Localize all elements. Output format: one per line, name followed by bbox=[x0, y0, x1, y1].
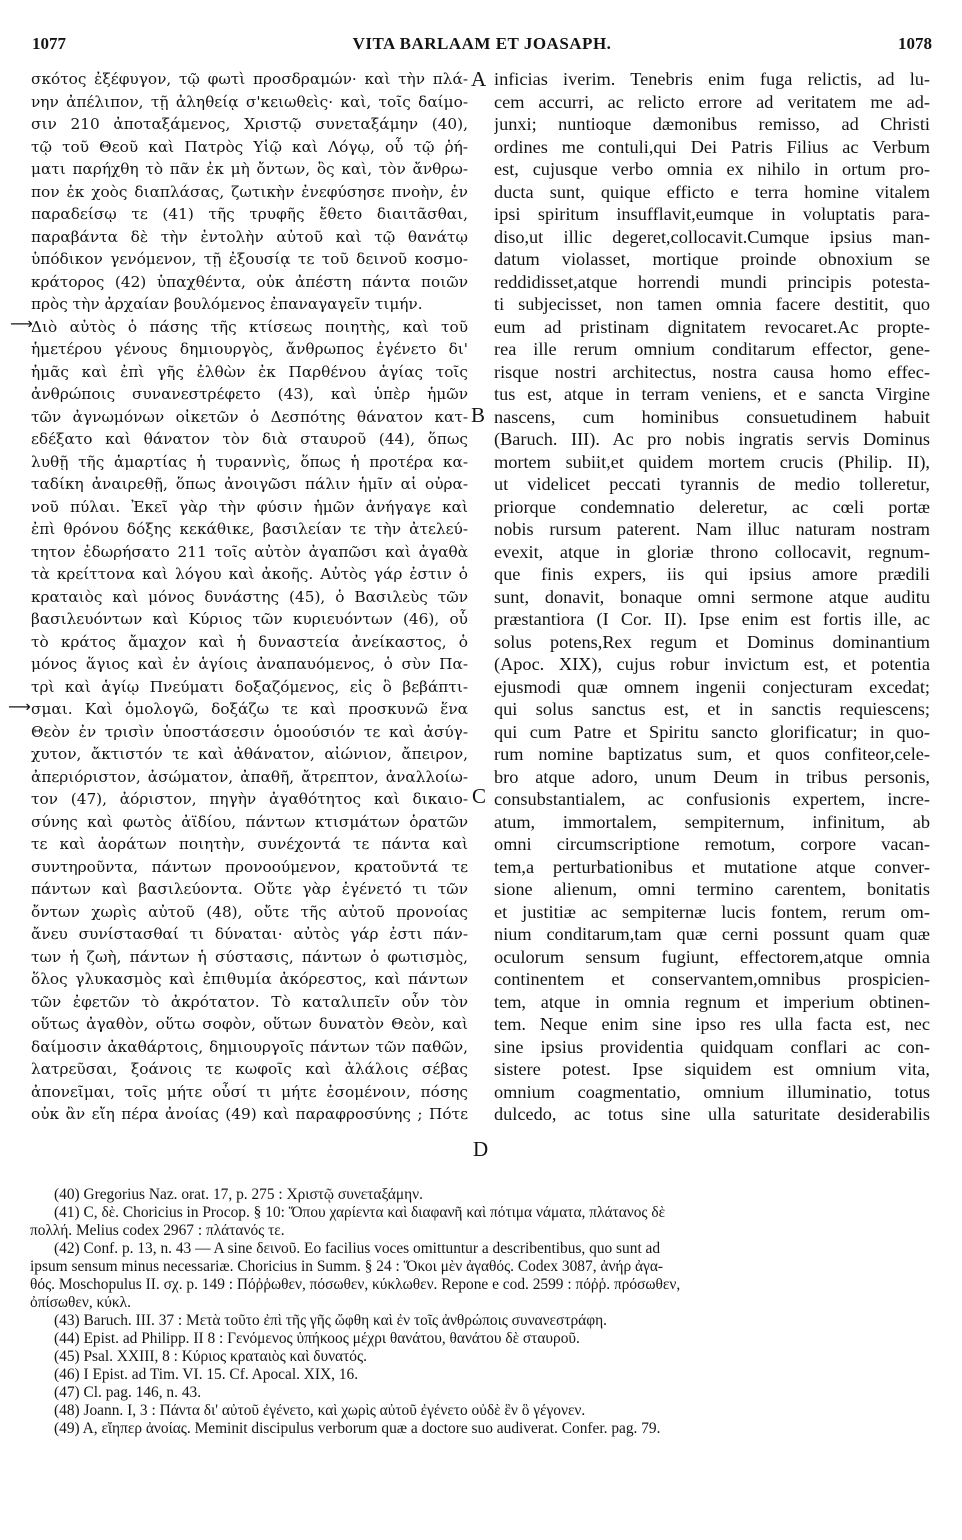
footnote-line: ipsum sensum minus necessariæ. Choricius in Summ. § 24 : Ὅκοι μὲν ἀγαθός. Codex 3087, ἀνήρ ἀγα- bbox=[30, 1258, 664, 1275]
footnote-line: ὀπίσωθεν, κύκλ. bbox=[30, 1294, 131, 1311]
latin-text-line: qui cum Patre et Spiritu sancto glorificatur; in quo- bbox=[494, 721, 930, 742]
footnotes bbox=[30, 1186, 930, 1438]
greek-text-line: ἀνθρώποις συνανεστρέφετο (43), καὶ ὑπὲρ ἡμῶν bbox=[31, 385, 468, 403]
footnote-line: θός. Moschopulus II. σχ. p. 149 : Πόῤῥωθεν, πόσωθεν, κύκλωθεν. Repone e cod. 2599 : πόῤῥ. πρόσωθεν, bbox=[30, 1276, 681, 1293]
latin-text-line: que finis expers, iis qui ipsius amore prædili bbox=[494, 564, 930, 584]
greek-text-line: λυθῇ τῆς ἁμαρτίας ἡ τυραννὶς, ὅπως ἡ προτέρα κα- bbox=[31, 452, 468, 471]
left-page-number: 1077 bbox=[32, 34, 66, 53]
latin-text-line: sunt, donavit, bonaque omni sermone atque auditu bbox=[494, 586, 930, 607]
latin-text-line: sistere potest. Ipse siquidem est omnium vita, bbox=[494, 1059, 930, 1079]
greek-text-line: των ἡ ζωὴ, πάντων ἡ σύστασις, πάντων ὁ φωτισμὸς, bbox=[31, 947, 468, 966]
greek-text-line: ὑπόδικον γενόμενον, τῇ ἐξουσίᾳ τε τοῦ δεινοῦ κοσμο- bbox=[31, 250, 468, 268]
greek-text-line: τὰ κρείττονα καὶ λόγου καὶ ἀκοῆς. Αὐτὸς γάρ ἐστιν ὁ bbox=[31, 565, 468, 583]
latin-text-line: tem,a perturbationibus et mutatione atque conver- bbox=[494, 856, 930, 877]
greek-text-line: σκότος ἐξέφυγον, τῷ φωτὶ προσδραμών· καὶ τὴν πλά- bbox=[31, 70, 468, 88]
greek-text-line: κραταιὸς καὶ μόνος δυνάστης (45), ὁ Βασιλεὺς τῶν bbox=[31, 587, 468, 606]
greek-text-line: πρὸς τὴν ἀρχαίαν βουλόμενος ἐπαναγαγεῖν τιμήν. bbox=[31, 295, 423, 313]
latin-text-line: continentem et conservantem,omnibus prospicien- bbox=[494, 969, 930, 989]
latin-text-line: consubstantialem, ac confusionis expertem, incre- bbox=[494, 789, 930, 809]
latin-text-line: sine ipsius providentia quidquam conflari ac con- bbox=[494, 1036, 930, 1057]
greek-text-line: λατρεῦσαι, ξοάνοις τε κωφοῖς καὶ ἀλάλοις σέβας bbox=[31, 1060, 468, 1078]
greek-text-line: χυτον, ἄκτιστόν τε καὶ ἀθάνατον, αἰώνιον, ἄπειρον, bbox=[31, 745, 468, 763]
greek-text-line: τητον ἐδωρήσατο 211 τοῖς αὐτὸν ἀγαπῶσι καὶ ἀγαθὰ bbox=[31, 542, 468, 561]
section-marker-d: D bbox=[473, 1137, 489, 1161]
latin-text-line: ducta sunt, quique efficto e terra homine vitalem bbox=[494, 181, 930, 202]
greek-text-line: πον ἐκ χοὸς διαπλάσας, ζωτικὴν ἐνεφύσησε πνοὴν, ἐν bbox=[31, 182, 468, 201]
latin-text-line: et justitiæ ac sempiternæ lucis fontem, rerum om- bbox=[494, 901, 930, 922]
latin-text-line: est, cujusque verbo omnia ex nihilo in ortum pro- bbox=[494, 159, 930, 179]
latin-text-line: (Baruch. III). Ac pro nobis ingratis servis Dominus bbox=[494, 429, 930, 449]
latin-text-line: atum, immortalem, sempiternum, infinitum, ab bbox=[494, 811, 930, 832]
greek-text-line: ἄνευ συνίστασθαί τι δύναται· αὐτὸς γάρ ἐστι πάν- bbox=[31, 925, 468, 943]
latin-text-line: mortem subiit,et quidem mortem crucis (Philip. II), bbox=[494, 451, 930, 472]
footnote-line: (41) C, δὲ. Choricius in Procop. § 10: Ὅπου χαρίεντα καὶ διαφανῆ καὶ πότιμα νάματα, πλάτανος δὲ bbox=[54, 1204, 666, 1221]
greek-text-line: παραδείσῳ τε (41) τῆς τρυφῆς ἔθετο διαιτᾶσθαι, bbox=[31, 205, 468, 223]
greek-text-line: κράτορος (42) ὑπαχθέντα, οὐκ ἀπέστη πάντα ποιῶν bbox=[31, 272, 468, 291]
greek-text-line: τὸ κράτος ἄμαχον καὶ ἡ δυναστεία ἀνείκαστος, ὁ bbox=[31, 632, 468, 651]
latin-text-line: nascens, cum hominibus consuetudinem habuit bbox=[494, 406, 930, 427]
greek-text-line: τε καὶ ἀοράτων ποιητὴν, συνέχοντά τε πάντα καὶ bbox=[31, 835, 468, 853]
latin-text-line: nobis rursum paterent. Nam illuc naturam nostram bbox=[494, 519, 930, 539]
latin-text-line: qui solus sanctus est, et in sanctis requiescens; bbox=[494, 699, 930, 719]
latin-text-line: ut videlicet peccati tyrannis de medio tolleretur, bbox=[494, 474, 930, 494]
footnote-line: (40) Gregorius Naz. orat. 17, p. 275 : Χριστῷ συνεταξάμην. bbox=[54, 1186, 423, 1203]
page-header bbox=[32, 34, 932, 58]
greek-text-line: ματι παρήχθη τὸ πᾶν ἐκ μὴ ὄντων, ὃς καὶ, τὸν ἄνθρω- bbox=[31, 160, 468, 178]
greek-text-line: ἀπονεῖμαι, τοῖς μήτε οὖσί τι μήτε ἐσομένοιν, πόσης bbox=[31, 1082, 468, 1101]
greek-text-line: νοῦ πύλαι. Ἐκεῖ γὰρ τὴν φύσιν ἡμῶν ἀνήγαγε καὶ bbox=[31, 497, 468, 516]
footnote-line: πολλή. Melius codex 2967 : πλάτανός τε. bbox=[30, 1222, 285, 1239]
greek-text-line: σιν 210 ἀποταξάμενος, Χριστῷ συνεταξάμην (40), bbox=[31, 115, 468, 133]
latin-text-line: (Apoc. XIX), cujus robur invictum est, et potentia bbox=[494, 654, 930, 674]
latin-text-line: solus potens,Rex regum et Dominus dominantium bbox=[494, 631, 930, 652]
latin-text-line: cem accurri, ac relicto errore ad veritatem me ad- bbox=[494, 91, 930, 112]
greek-text-line: συντηροῦντα, πάντων προνοούμενον, κρατοῦντά τε bbox=[31, 857, 468, 876]
greek-text-line: τον (47), ἀόριστον, πηγὴν ἀγαθότητος καὶ δικαιο- bbox=[31, 790, 468, 808]
right-page-number: 1078 bbox=[898, 34, 932, 53]
greek-text-line: ἡμετέρου γένους δημιουργὸς, ἄνθρωπος ἐγένετο δι' bbox=[31, 340, 468, 358]
greek-text-line: ἀπεριόριστον, ἀσώματον, ἀπαθῆ, ἄτρεπτον, ἀναλλοίω- bbox=[31, 767, 468, 786]
latin-text-line: ejusmodi quæ omnem ingenii conjecturam excedat; bbox=[494, 676, 930, 697]
section-marker-c: C bbox=[472, 784, 487, 808]
latin-text-line: bro atque adoro, unum Deum in tribus personis, bbox=[494, 766, 930, 787]
latin-text-line: sione alienum, omni termino carentem, bonitatis bbox=[494, 879, 930, 899]
greek-text-line: ὄντων χωρὶς αὐτοῦ (48), οὔτε τῆς αὐτοῦ προνοίας bbox=[31, 902, 468, 921]
greek-text-line: τῶν ἀγνωμόνων οἰκετῶν ὁ Δεσπότης θάνατον κατ- bbox=[31, 407, 468, 426]
latin-column bbox=[494, 68, 930, 1126]
latin-text-line: datum violasset, mortique proinde obnoxium se bbox=[494, 249, 930, 269]
section-marker-b: B bbox=[471, 403, 486, 427]
latin-text-line: præstantiora (I Cor. II). Ipse enim est fortis ille, ac bbox=[494, 609, 930, 629]
greek-text-line: ἡμᾶς καὶ ἐπὶ γῆς ἐλθὼν ἐκ Παρθένου ἁγίας τοῖς bbox=[31, 362, 468, 381]
greek-text-line: ὅλος γλυκασμὸς καὶ ἐπιθυμία ἀκόρεστος, καὶ πάντων bbox=[31, 970, 468, 988]
latin-text-line: rea ille rerum omnium conditarum effector, gene- bbox=[494, 339, 930, 359]
latin-text-line: diso,ut illic degeret,collocavit.Cumque ipsius man- bbox=[494, 226, 930, 247]
latin-text-line: omni circumscriptione remotum, corpore vacan- bbox=[494, 834, 930, 854]
greek-text-line: σύνης καὶ φωτὸς ἀϊδίου, πάντων κτισμάτων ὁρατῶν bbox=[31, 812, 468, 831]
greek-text-line: σμαι. Καὶ ὁμολογῶ, δοξάζω τε καὶ προσκυνῶ ἕνα bbox=[31, 700, 468, 718]
latin-text-line: inficias iverim. Tenebris enim fuga relictis, ad lu- bbox=[494, 69, 930, 89]
footnote-line: (47) Cl. pag. 146, n. 43. bbox=[54, 1384, 202, 1401]
greek-text-line: οὕτως ἀγαθὸν, οὕτω σοφὸν, οὕτων δυνατὸν Θεὸν, καὶ bbox=[31, 1015, 468, 1033]
margin-arrow-icon: ⟶ bbox=[10, 314, 33, 333]
footnote-line: (46) I Epist. ad Tim. VI. 15. Cf. Apocal. XIX, 16. bbox=[54, 1366, 359, 1383]
greek-text-line: ἐπὶ θρόνου δόξης κεκάθικε, βασιλείαν τε τὴν ἀτελεύ- bbox=[31, 520, 468, 538]
latin-text-line: dulcedo, ac totus sine ulla saturitate desiderabilis bbox=[494, 1104, 930, 1124]
margin-arrow-icon: ⟶ bbox=[8, 697, 31, 716]
footnote-line: (48) Joann. I, 3 : Πάντα δι' αὐτοῦ ἐγένετο, καὶ χωρὶς αὐτοῦ ἐγένετο οὐδὲ ἓν ὃ γέγονεν. bbox=[54, 1402, 586, 1419]
latin-text-line: tem, atque in omnia regnum et imperium obtinen- bbox=[494, 991, 930, 1012]
greek-text-line: τῷ τοῦ Θεοῦ καὶ Πατρὸς Υἱῷ καὶ Λόγῳ, οὗ τῷ ῥή- bbox=[31, 137, 468, 156]
latin-text-line: risque nostri architectus, nostra causa homo effec- bbox=[494, 361, 930, 382]
greek-text-line: εδέξατο καὶ θάνατον τὸν διὰ σταυροῦ (44), ὅπως bbox=[31, 430, 468, 448]
latin-text-line: eum ad pristinam dignitatem revocaret.Ac propte- bbox=[494, 316, 930, 337]
greek-text-line: μόνος ἅγιος καὶ ἐν ἁγίοις ἀναπαυόμενος, ὁ σὺν Πα- bbox=[31, 655, 468, 673]
footnote-line: (49) A, εἴηπερ ἀνοίας. Meminit discipulus verborum quæ a doctore suo audiverat. Confer. pag. 79. bbox=[54, 1420, 661, 1437]
latin-text-line: omnium coagmentatio, omnium illuminatio, totus bbox=[494, 1081, 930, 1102]
footnote-line: (44) Epist. ad Philipp. II 8 : Γενόμενος ὑπήκοος μέχρι θανάτου, θανάτου δὲ σταυροῦ. bbox=[54, 1330, 580, 1347]
greek-text-line: βασιλευόντων καὶ Κύριος τῶν κυριευόντων (46), οὗ bbox=[31, 610, 468, 628]
section-marker-a: A bbox=[471, 67, 487, 91]
greek-text-line: τρὶ καὶ ἁγίῳ Πνεύματι δοξαζόμενος, εἰς ὃ βεβάπτι- bbox=[31, 677, 468, 696]
greek-column bbox=[31, 68, 468, 1126]
greek-text-line: πάντων καὶ βασιλεύοντα. Οὔτε γὰρ ἐγένετό τι τῶν bbox=[31, 880, 468, 898]
greek-text-line: δαίμοσιν ἀκαθάρτοις, δημιουργοῖς πάντων τῶν παθῶν, bbox=[31, 1037, 468, 1056]
latin-text-line: evexit, atque in gloriæ throno collocavit, regnum- bbox=[494, 541, 930, 562]
latin-text-line: reddidisset,atque horrendi mundi principis potesta- bbox=[494, 271, 930, 292]
latin-text-line: tem. Neque enim sine ipso res ulla facta est, nec bbox=[494, 1014, 930, 1034]
latin-text-line: junxi; nuntioque dæmonibus remisso, ad Christi bbox=[494, 114, 930, 134]
greek-text-line: Διὸ αὐτὸς ὁ πάσης τῆς κτίσεως ποιητὴς, καὶ τοῦ bbox=[31, 317, 468, 336]
greek-text-line: νην ἀπέλιπον, τῇ ἀληθείᾳ σ'κειωθεὶς· καὶ, τοῖς δαίμο- bbox=[31, 92, 468, 111]
greek-text-line: τῶν ἐφετῶν τὸ ἀκρότατον. Τὸ καταλιπεῖν οὖν τὸν bbox=[31, 992, 468, 1011]
footnote-line: (42) Conf. p. 13, n. 43 — A sine δεινοῦ. Eo facilius voces omittuntur a describentibus, quo sunt ad bbox=[54, 1240, 661, 1257]
greek-text-line: Θεὸν ἐν τρισὶν ὑποστάσεσιν ὁμοούσιόν τε καὶ ἀσύγ- bbox=[31, 722, 468, 741]
greek-text-line: οὐκ ἂν εἴη πέρα ἀνοίας (49) καὶ παραφροσύνης ; Πότε bbox=[31, 1105, 468, 1123]
latin-text-line: ordines me contuli,qui Dei Patris Filius ac Verbum bbox=[494, 136, 930, 157]
footnote-line: (45) Psal. XXIII, 8 : Κύριος κραταιὸς καὶ δυνατός. bbox=[54, 1348, 367, 1365]
greek-text-line: ταδίκη ἀναιρεθῇ, ὅπως ἀνοιγῶσι πάλιν ἡμῖν αἱ οὐρα- bbox=[31, 475, 468, 493]
running-title: VITA BARLAAM ET JOASAPH. bbox=[352, 34, 612, 53]
footnote-line: (43) Baruch. III. 37 : Μετὰ τοῦτο ἐπὶ τῆς γῆς ὤφθη καὶ ἐν τοῖς ἀνθρώποις συνανεστράφη. bbox=[54, 1312, 608, 1329]
latin-text-line: rum nomine baptizatus sum, et quos confiteor,cele- bbox=[494, 744, 930, 764]
greek-text-line: παραβάντα δὲ τὴν ἐντολὴν αὐτοῦ καὶ τῷ θανάτῳ bbox=[31, 227, 468, 246]
latin-text-line: tus est, atque in terram veniens, et e sancta Virgine bbox=[494, 384, 930, 404]
latin-text-line: ipsi spiritum insufflavit,eumque in voluptatis para- bbox=[494, 204, 930, 224]
latin-text-line: priorque condemnatio deleretur, ac cœli portæ bbox=[494, 496, 930, 517]
latin-text-line: nium conditarum,tam quæ cerni possunt quam quæ bbox=[494, 924, 930, 944]
latin-text-line: ti subjecisset, non tamen omnia facere destitit, quo bbox=[494, 294, 930, 314]
latin-text-line: oculorum sensum fugiunt, effectorem,atque omnia bbox=[494, 946, 930, 967]
